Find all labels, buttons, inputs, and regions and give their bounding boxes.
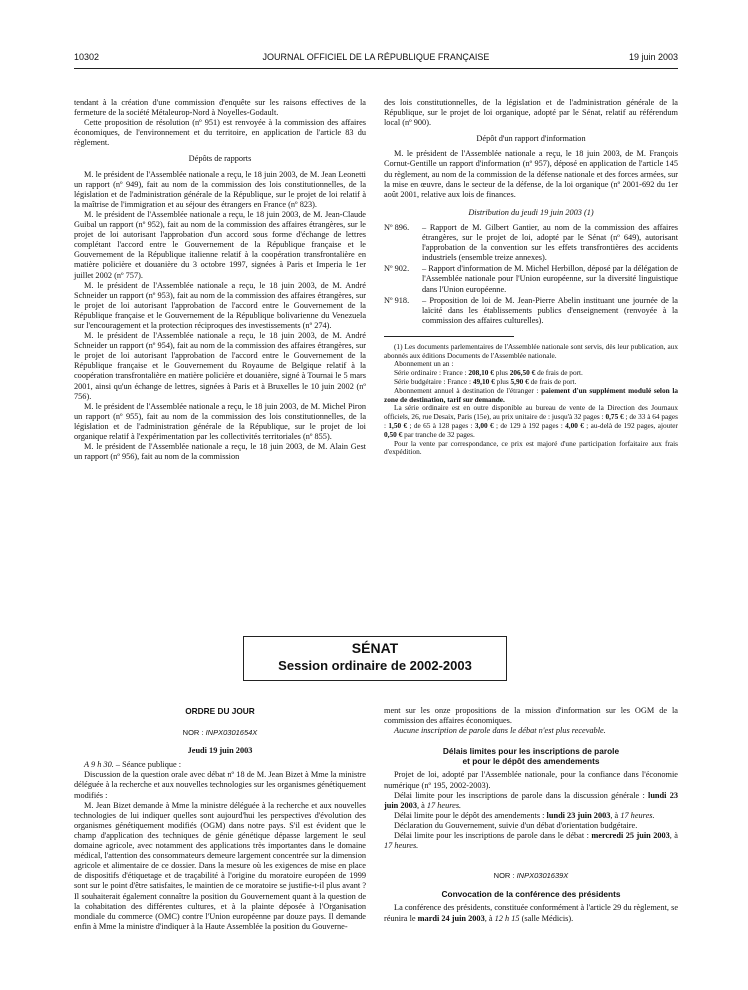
section-title: Dépôt d'un rapport d'information — [476, 134, 586, 144]
senat-heading-box — [243, 636, 507, 681]
paragraph: Délai limite pour les inscriptions de parole dans la discussion générale : lundi 23 juin 2003, à 17 heures. — [384, 790, 678, 810]
report-paragraph: M. le président de l'Assemblée nationale a reçu, le 18 juin 2003, de M. Jean Leonetti un rapport (nº 949), fait au nom de la commission des lois constitutionnelles, de la législation et de l'administration générale de la République, sur le projet de loi relatif à la maîtrise de l'immigration et au séjour des étrangers en France (nº 823). — [74, 169, 366, 209]
item-number: Nº 918. — [384, 295, 410, 305]
footnote — [384, 343, 678, 457]
date-line: Jeudi 19 juin 2003 — [187, 746, 253, 756]
nor-reference: NOR : INPX0301654X — [182, 728, 258, 738]
seance-line: A 9 h 30. – Séance publique : — [84, 760, 182, 770]
left-column-bottom — [74, 706, 366, 932]
paragraph: M. Jean Bizet demande à Mme la ministre déléguée à la recherche et aux nouvelles technologies de lui indiquer quelles sont aujourd'hui les perspectives d'évolution des organismes génétiquement modifiés (OGM) dans notre pays. S'il est évident que le champ d'application des techniques de génie génétique dépasse largement le seul domaine agricole, avec notamment des applications très importantes dans le domaine médical, l'attention des consommateurs demeure largement concentrée sur la dimension agricole et alimentaire de ce dossier. Dans la mesure où les exigences de mise en place de dispositifs d'étiquetage et de traçabilité à l'origine du moratoire européen de 1999 sont sur le point d'être satisfaites, le maintien de ce moratoire se justifie-t-il plus avant ? Il souhaiterait également connaître la position du Gouvernement quant à la question de la cohabitation des différentes cultures, et à la plainte déposée à l'Organisation mondiale du commerce (OMC) contre l'Union européenne par douze pays. Il demande enfin à Mme la ministre d'indiquer à la Haute Assemblée la position du Gouverne- — [74, 800, 366, 931]
item-text: – Rapport d'information de M. Michel Herbillon, déposé par la délégation de l'Assemblée nationale pour l'Union européenne, sur la diversité linguistique dans l'Union européenne. — [422, 264, 678, 294]
right-column-top — [384, 98, 678, 457]
paragraph: Délai limite pour le dépôt des amendements : lundi 23 juin 2003, à 17 heures. — [394, 810, 655, 820]
convocation-title: Convocation de la conférence des présidents — [441, 889, 621, 900]
left-column-top — [74, 98, 366, 462]
footnote-line: La série ordinaire est en outre disponible au bureau de vente de la Direction des Journaux officiels, 26, rue Desaix, Paris (15e), au prix unitaire de : jusqu'à 32 pages : 0,75 € ; de 33 à 64 pages : 1,50 € ; de 65 à 128 pages : 3,00 € ; de 129 à 192 pages : 4,00 € ; au-delà de 192 pages, ajouter 0,50 € par tranche de 32 pages. — [384, 403, 679, 439]
paragraph: Déclaration du Gouvernement, suivie d'un débat d'orientation budgétaire. — [394, 820, 638, 830]
running-header — [74, 52, 678, 66]
footnote-line: Série ordinaire : France : 208,10 € plus 206,50 € de frais de port. — [394, 368, 583, 378]
footnote-rule — [384, 336, 514, 337]
paragraph: des lois constitutionnelles, de la législation et de l'administration générale de la République, sur le projet de loi organique, adopté par le Sénat, relatif au référendum local (nº 900). — [384, 98, 678, 128]
page-number: 10302 — [74, 52, 100, 62]
paragraph: Aucune inscription de parole dans le débat n'est plus recevable. — [394, 726, 606, 736]
paragraph: M. le président de l'Assemblée nationale a reçu, le 18 juin 2003, de M. François Cornut-Gentille un rapport d'information (nº 957), déposé en application de l'article 145 du règlement, au nom de la commission de la défense nationale et des forces armées, sur la mise en œuvre, dans le secteur de la défense, de la loi organique (nº 2001-692 du 1er août 2001, relative aux lois de finances. — [384, 149, 678, 199]
list-item — [384, 264, 678, 294]
section-title: Dépôts de rapports — [188, 154, 252, 164]
session-subtitle: Session ordinaire de 2002-2003 — [278, 658, 472, 673]
paragraph: Cette proposition de résolution (nº 951) est renvoyée à la commission des affaires économiques, de l'environnement et du territoire, en application de l'article 83 du règlement. — [74, 118, 366, 148]
journal-title: JOURNAL OFFICIEL DE LA RÉPUBLIQUE FRANÇAISE — [262, 52, 490, 62]
senat-title: SÉNAT — [351, 640, 399, 656]
report-paragraph: M. le président de l'Assemblée nationale a reçu, le 18 juin 2003, de M. Michel Piron un rapport (nº 955), fait au nom de la commission des lois constitutionnelles, de la législation et de l'administration générale de la République, sur le projet de loi organique relatif à l'expérimentation par les collectivités territoriales (nº 855). — [74, 401, 366, 441]
list-item — [384, 223, 678, 263]
right-column-bottom — [384, 706, 678, 924]
item-text: – Proposition de loi de M. Jean-Pierre Abelin instituant une journée de la laïcité dans les établissements publics d'enseignement (renvoyée à la commission des affaires culturelles). — [422, 295, 678, 325]
report-paragraph: M. le président de l'Assemblée nationale a reçu, le 18 juin 2003, de M. Alain Gest un rapport (nº 956), fait au nom de la commission — [74, 442, 366, 462]
nor-reference: NOR : INPX0301639X — [493, 871, 569, 881]
paragraph: Délai limite pour les inscriptions de parole dans le débat : mercredi 25 juin 2003, à 17 heures. — [384, 831, 678, 851]
paragraph: ment sur les onze propositions de la mission d'information sur les OGM de la commission des affaires économiques. — [384, 706, 678, 726]
paragraph: tendant à la création d'une commission d'enquête sur les raisons effectives de la fermeture de la société Métaleurop-Nord à Noyelles-Godault. — [74, 98, 366, 118]
footnote-line: Abonnement un an : — [394, 359, 454, 369]
ordre-du-jour-title: ORDRE DU JOUR — [185, 706, 255, 716]
paragraph: La conférence des présidents, constituée conformément à l'article 29 du règlement, se réunira le mardi 24 juin 2003, à 12 h 15 (salle Médicis). — [384, 903, 678, 923]
paragraph: Projet de loi, adopté par l'Assemblée nationale, pour la confiance dans l'économie numérique (nº 195, 2002-2003). — [384, 770, 678, 790]
distribution-title: Distribution du jeudi 19 juin 2003 (1) — [468, 207, 594, 217]
footnote-line: (1) Les documents parlementaires de l'Assemblée nationale sont servis, dès leur publication, aux abonnés aux éditions Documents de l'Assemblée nationale. — [384, 341, 678, 360]
list-item — [384, 296, 678, 326]
report-paragraph: M. le président de l'Assemblée nationale a reçu, le 18 juin 2003, de M. Jean-Claude Guibal un rapport (nº 952), fait au nom de la commission des affaires étrangères, sur le projet de loi autorisant l'approbation d'un accord sous forme d'échange de lettres complétant l'accord entre le Gouvernement de la République française et le Gouvernement de la République italienne relatif à la coopération transfrontalière en matière policière et douanière du 3 octobre 1997, signées à Paris et Imperia le 1er juillet 2002 (nº 757). — [74, 209, 366, 280]
delais-title: Délais limites pour les inscriptions de parole et pour le dépôt des amendements — [442, 746, 620, 767]
issue-date: 19 juin 2003 — [628, 52, 678, 62]
footnote-line: Pour la vente par correspondance, ce prix est majoré d'une participation forfaitaire aux frais d'expédition. — [384, 438, 678, 457]
header-rule — [74, 68, 678, 69]
report-paragraph: M. le président de l'Assemblée nationale a reçu, le 18 juin 2003, de M. André Schneider un rapport (nº 954), fait au nom de la commission des affaires étrangères, sur le projet de loi autorisant l'approbation de l'accord entre le Gouvernement de la République française et le Gouvernement du Royaume de Belgique relatif à la coopération transfrontalière en matière policière et douanière, signé à Tournai le 5 mars 2001, ainsi qu'un échange de lettres, signées à Paris et à Bruxelles le 10 juin 2002 (nº 756). — [74, 331, 366, 401]
item-number: Nº 902. — [384, 264, 410, 274]
report-paragraph: M. le président de l'Assemblée nationale a reçu, le 18 juin 2003, de M. André Schneider un rapport (nº 953), fait au nom de la commission des affaires étrangères, sur le projet de loi autorisant l'approbation de l'accord entre le Gouvernement de la République française et le Gouvernement de la République bolivarienne du Venezuela sur l'encouragement et la protection réciproques des investissements (nº 274). — [74, 280, 366, 330]
item-number: Nº 896. — [384, 222, 410, 232]
paragraph: Discussion de la question orale avec débat nº 18 de M. Jean Bizet à Mme la ministre déléguée à la recherche et aux nouvelles technologies sur les organismes génétiquement modifiés : — [74, 770, 366, 800]
footnote-line: Abonnement annuel à destination de l'étranger : paiement d'un supplément modulé selon la zone de destination, tarif sur demande. — [384, 385, 678, 404]
item-text: – Rapport de M. Gilbert Gantier, au nom de la commission des affaires étrangères, sur le projet de loi, adopté par le Sénat (nº 649), autorisant l'approbation de la convention sur les effets transfrontières des accidents industriels (ensemble treize annexes). — [422, 222, 678, 263]
footnote-line: Série budgétaire : France : 49,10 € plus 5,90 € de frais de port. — [394, 377, 577, 387]
